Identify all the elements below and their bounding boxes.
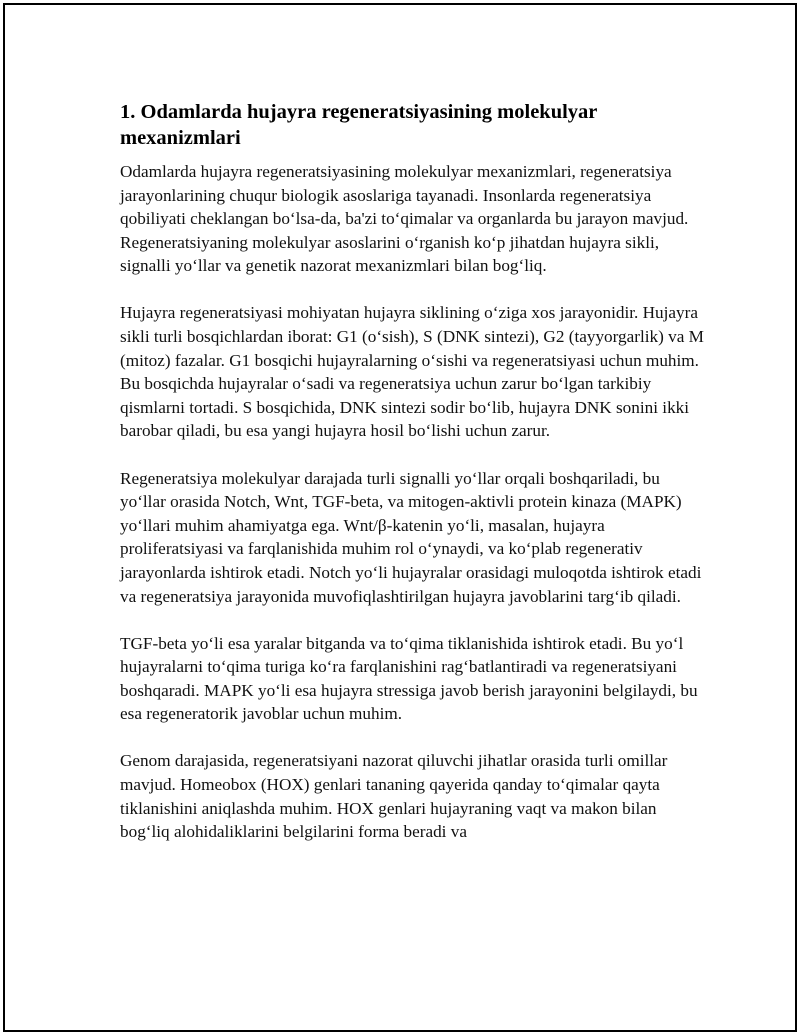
- paragraph-4: TGF-beta yo‘li esa yaralar bitganda va to‘qima tiklanishida ishtirok etadi. Bu yo‘l hujayralarni to‘qima turiga ko‘ra farqlanishini rag‘batlantiradi va regeneratsiyani boshqaradi. MAPK yo‘li esa hujayra stressiga javob berish jarayonini belgilaydi, bu esa regeneratorik javoblar uchun muhim.: [120, 633, 698, 724]
- paragraph-5: Genom darajasida, regeneratsiyani nazorat qiluvchi jihatlar orasida turli omillar mavjud. Homeobox (HOX) genlari tananing qayerida qanday to‘qimalar qayta tiklanishini aniqlashda muhim. HOX genlari hujayraning vaqt va makon bilan bog‘liq alohidaliklarini belgilarini forma beradi va: [120, 751, 668, 842]
- paragraph-3: Regeneratsiya molekulyar darajada turli signalli yo‘llar orqali boshqariladi, bu yo‘llar orasida Notch, Wnt, TGF-beta, va mitogen-aktivli protein kinaza (MAPK) yo‘llari muhim ahamiyatga ega. Wnt/β-katenin yo‘li, masalan, hujayra proliferatsiyasi va farqlanishida muhim rol o‘ynaydi, va ko‘plab regenerativ jarayonlarda ishtirok etadi. Notch yo‘li hujayralar orasidagi muloqotda ishtirok etadi va regeneratsiya jarayonida muvofiqlashtirilgan hujayra javoblarini targ‘ib qiladi.: [120, 468, 702, 606]
- section-heading: 1. Odamlarda hujayra regeneratsiyasining molekulyar mexanizmlari: [120, 101, 598, 149]
- paragraph-2: Hujayra regeneratsiyasi mohiyatan hujayra siklining o‘ziga xos jarayonidir. Hujayra sikli turli bosqichlardan iborat: G1 (o‘sish), S (DNK sintezi), G2 (tayyorgarlik) va M (mitoz) fazalar. G1 bosqichi hujayralarning o‘sishi va regeneratsiyasi uchun muhim. Bu bosqichda hujayralar o‘sadi va regeneratsiya uchun zarur bo‘lgan tarkibiy qismlarni tortadi. S bosqichida, DNK sintezi sodir bo‘lib, hujayra DNK sonini ikki barobar qiladi, bu esa yangi hujayra hosil bo‘lishi uchun zarur.: [120, 303, 704, 441]
- document-body: [120, 99, 705, 867]
- document-page: [3, 3, 797, 1032]
- paragraph-1: Odamlarda hujayra regeneratsiyasining molekulyar mexanizmlari, regeneratsiya jarayonlarining chuqur biologik asoslariga tayanadi. Insonlarda regeneratsiya qobiliyati cheklangan bo‘lsa-da, ba'zi to‘qimalar va organlarda bu jarayon mavjud. Regeneratsiyaning molekulyar asoslarini o‘rganish ko‘p jihatdan hujayra sikli, signalli yo‘llar va genetik nazorat mexanizmlari bilan bog‘liq.: [120, 162, 689, 276]
